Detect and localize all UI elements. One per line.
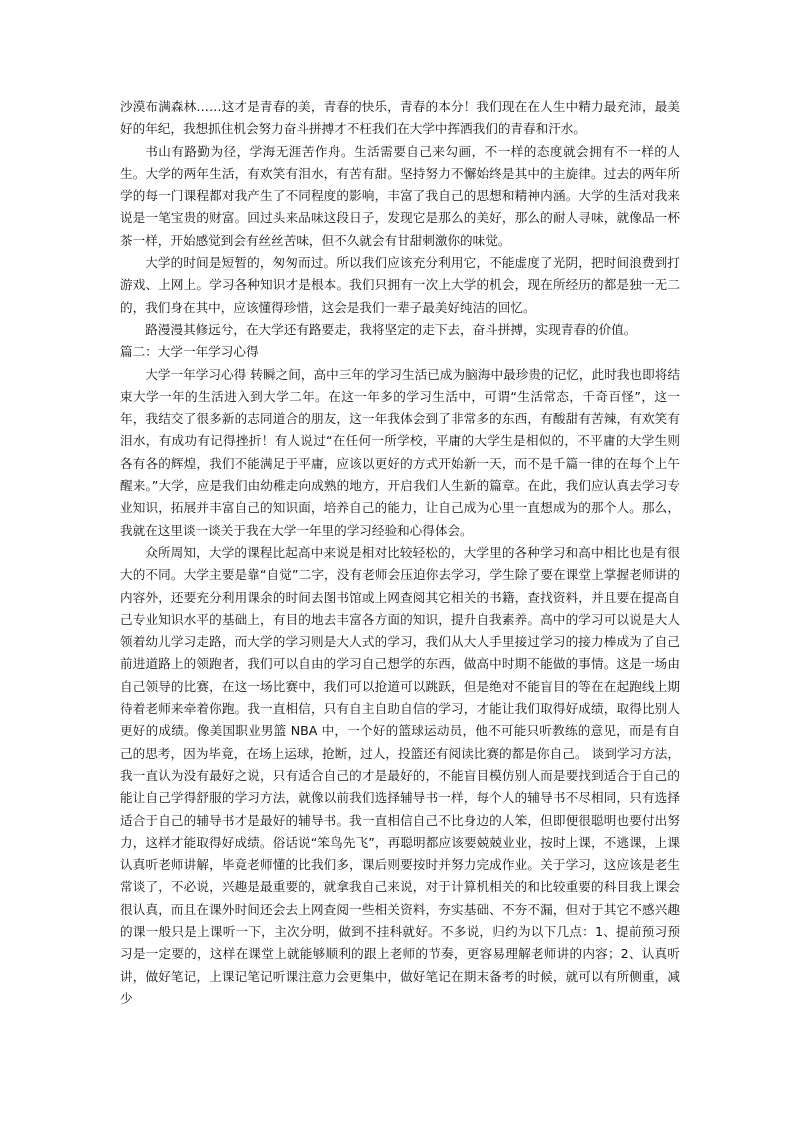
document-page (120, 96, 680, 1010)
paragraph-3: 大学的时间是短暂的，匆匆而过。所以我们应该充分利用它，不能虚度了光阴，把时间浪费到打游戏、上网上。学习各种知识才是根本。我们只拥有一次上大学的机会，现在所经历的都是独一无二的，我们身在其中，应该懂得珍惜，这会是我们一辈子最美好纯洁的回忆。 (120, 255, 680, 315)
paragraph-4: 路漫漫其修远兮，在大学还有路要走，我将坚定的走下去，奋斗拼搏，实现青春的价值。 (145, 321, 637, 337)
paragraph-6: 众所周知，大学的课程比起高中来说是相对比较轻松的，大学里的各种学习和高中相比也是有很大的不同。大学主要是靠“自觉”二字，没有老师会压迫你去学习，学生除了要在课堂上掌握老师讲的内容外，还要充分利用课余的时间去图书馆或上网查阅其它相关的书籍，查找资料，并且要在提高自己专业知识水平的基础上，有目的地去丰富各方面的知识，提升自我素养。高中的学习可以说是大人领着幼儿学习走路，而大学的学习则是大人式的学习，我们从大人手里接过学习的接力棒成为了自己前进道路上的领跑者，我们可以自由的学习自己想学的东西，做高中时期不能做的事情。这是一场由自己领导的比赛，在这一场比赛中，我们可以抢道可以跳跃，但是绝对不能盲目的等在在起跑线上期待着老师来牵着你跑。我一直相信，只有自主自助自信的学习，才能让我们取得好成绩，取得比别人更好的成绩。像美国职业男篮 NBA 中，一个好的篮球运动员，他不可能只听教练的意见，而是有自己的思考，因为毕竟，在场上运球，抢断，过人，投篮还有阅读比赛的都是你自己。 谈到学习方法，我一直认为没有最好之说，只有适合自己的才是最好的，不能盲目模仿别人而是要找到适合于自己的能让自己学得舒服的学习方法，就像以前我们选择辅导书一样，每个人的辅导书不尽相同，只有选择适合于自己的辅导书才是最好的辅导书。我一直相信自己不比身边的人笨，但即便很聪明也要付出努力，这样才能取得好成绩。俗话说“笨鸟先飞”，再聪明都应该要兢兢业业，按时上课，不逃课，上课认真听老师讲解，毕竟老师懂的比我们多，课后则要按时并努力完成作业。关于学习，这应该是老生常谈了，不必说，兴趣是最重要的，就拿我自己来说，对于计算机相关的和比较重要的科目我上课会很认真，而且在课外时间还会去上网查阅一些相关资料，夯实基础、不夯不漏，但对于其它不感兴趣的课一般只是上课听一下，主次分明，做到不挂科就好。不多说，归约为以下几点：1、提前预习预习是一定要的，这样在课堂上就能够顺利的跟上老师的节奏，更容易理解老师讲的内容；2、认真听讲，做好笔记，上课记笔记听课注意力会更集中，做好笔记在期末备考的时候，就可以有所侧重，减少 (120, 544, 680, 1006)
section-heading: 篇二：大学一年学习心得 (120, 344, 259, 360)
paragraph-5: 大学一年学习心得 转瞬之间，高中三年的学习生活已成为脑海中最珍贵的记忆，此时我也即将结束大学一年的生活进入到大学二年。在这一年多的学习生活中，可谓“生活常态，千奇百怪”，这一年，我结交了很多新的志同道合的朋友，这一年我体会到了非常多的东西，有酸甜有苦辣，有欢笑有泪水，有成功有记得挫折！有人说过“在任何一所学校，平庸的大学生是相似的，不平庸的大学生则各有各的辉煌，我们不能满足于平庸，应该以更好的方式开始新一天，而不是千篇一律的在每个上午醒来。”大学，应是我们由幼稚走向成熟的地方，开启我们人生新的篇章。在此，我们应认真去学习专业知识，拓展并丰富自己的知识面，培养自己的能力，让自己成为心里一直想成为的那个人。那么，我就在这里谈一谈关于我在大学一年里的学习经验和心得体会。 (120, 366, 680, 538)
paragraph-1: 沙漠布满森林……这才是青春的美，青春的快乐，青春的本分！我们现在在人生中精力最充沛，最美好的年纪，我想抓住机会努力奋斗拼搏才不枉我们在大学中挥洒我们的青春和汗水。 (120, 99, 680, 137)
paragraph-2: 书山有路勤为径，学海无涯苦作舟。生活需要自己来勾画，不一样的态度就会拥有不一样的人生。大学的两年生活，有欢笑有泪水，有苦有甜。坚持努力不懈始终是其中的主旋律。过去的两年所学的每一门课程都对我产生了不同程度的影响，丰富了我自己的思想和精神内涵。大学的生活对我来说是一笔宝贵的财富。回过头来品味这段日子，发现它是那么的美好，那么的耐人寻味，就像品一杯茶一样，开始感觉到会有丝丝苦味，但不久就会有甘甜刺激你的味觉。 (120, 143, 680, 248)
